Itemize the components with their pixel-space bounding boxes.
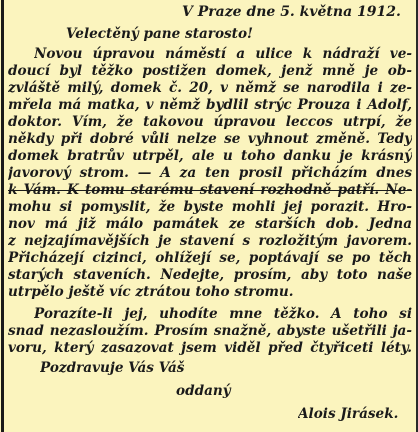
text-line: voru, který zasazovat jsem viděl před čtyřiceti léty. [8, 340, 412, 356]
letter-date: V Praze dne 5. května 1912. [182, 4, 401, 20]
closing-greeting: Pozdravuje Vás Váš [40, 360, 185, 376]
text-line: nov má již málo památek ze starších dob. Jedna [8, 216, 412, 232]
text-line: utrpělo ještě víc ztrátou toho stromu. [8, 284, 294, 300]
text-line-struck: k Vám. K tomu starému stavení rozhodně patří. Ne- [8, 182, 412, 198]
left-border-line [1, 0, 4, 432]
text-line: Porazíte-li jej, uhodíte mne těžko. A toho si [34, 306, 412, 322]
text-line: někdy při dobré vůli nelze se vyhnout změně. Tedy [8, 131, 412, 147]
letter-body [8, 0, 412, 432]
text-line: starých staveních. Nedejte, prosím, aby toto naše [8, 267, 412, 283]
text-line: snad nezasloužím. Prosím snažně, abyste ušetřili ja- [8, 323, 412, 339]
text-line: zvláště milý, domek č. 20, v němž se narodila i ze- [8, 80, 412, 96]
closing-word: oddaný [176, 383, 231, 399]
text-line: Přicházejí cizinci, ohlížejí se, poptávají se po těch [8, 250, 412, 266]
text-line: doktor. Vím, že takovou úpravou leccos utrpí, že [8, 114, 412, 130]
text-line: mohu si pomyslit, že byste mohli jej porazit. Hro- [8, 199, 412, 215]
text-line: z nejzajímavějších je stavení s rozložitým javorem. [8, 233, 412, 249]
text-line: Novou úpravou náměstí a ulice k nádraží ve- [34, 46, 412, 62]
letter-salutation: Velectěný pane starosto! [66, 26, 253, 42]
text-line: domek bratrův utrpěl, ale u toho danku je krásný [8, 148, 412, 164]
signature: Alois Jirásek. [298, 406, 399, 422]
text-line: mřela má matka, v němž bydlil strýc Prouza i Adolf, [8, 97, 412, 113]
text-line: doucí byl těžko postižen domek, jenž mně je ob- [8, 63, 412, 79]
text-line: javorový strom. — A za ten prosil přicházím dnes [8, 165, 412, 181]
